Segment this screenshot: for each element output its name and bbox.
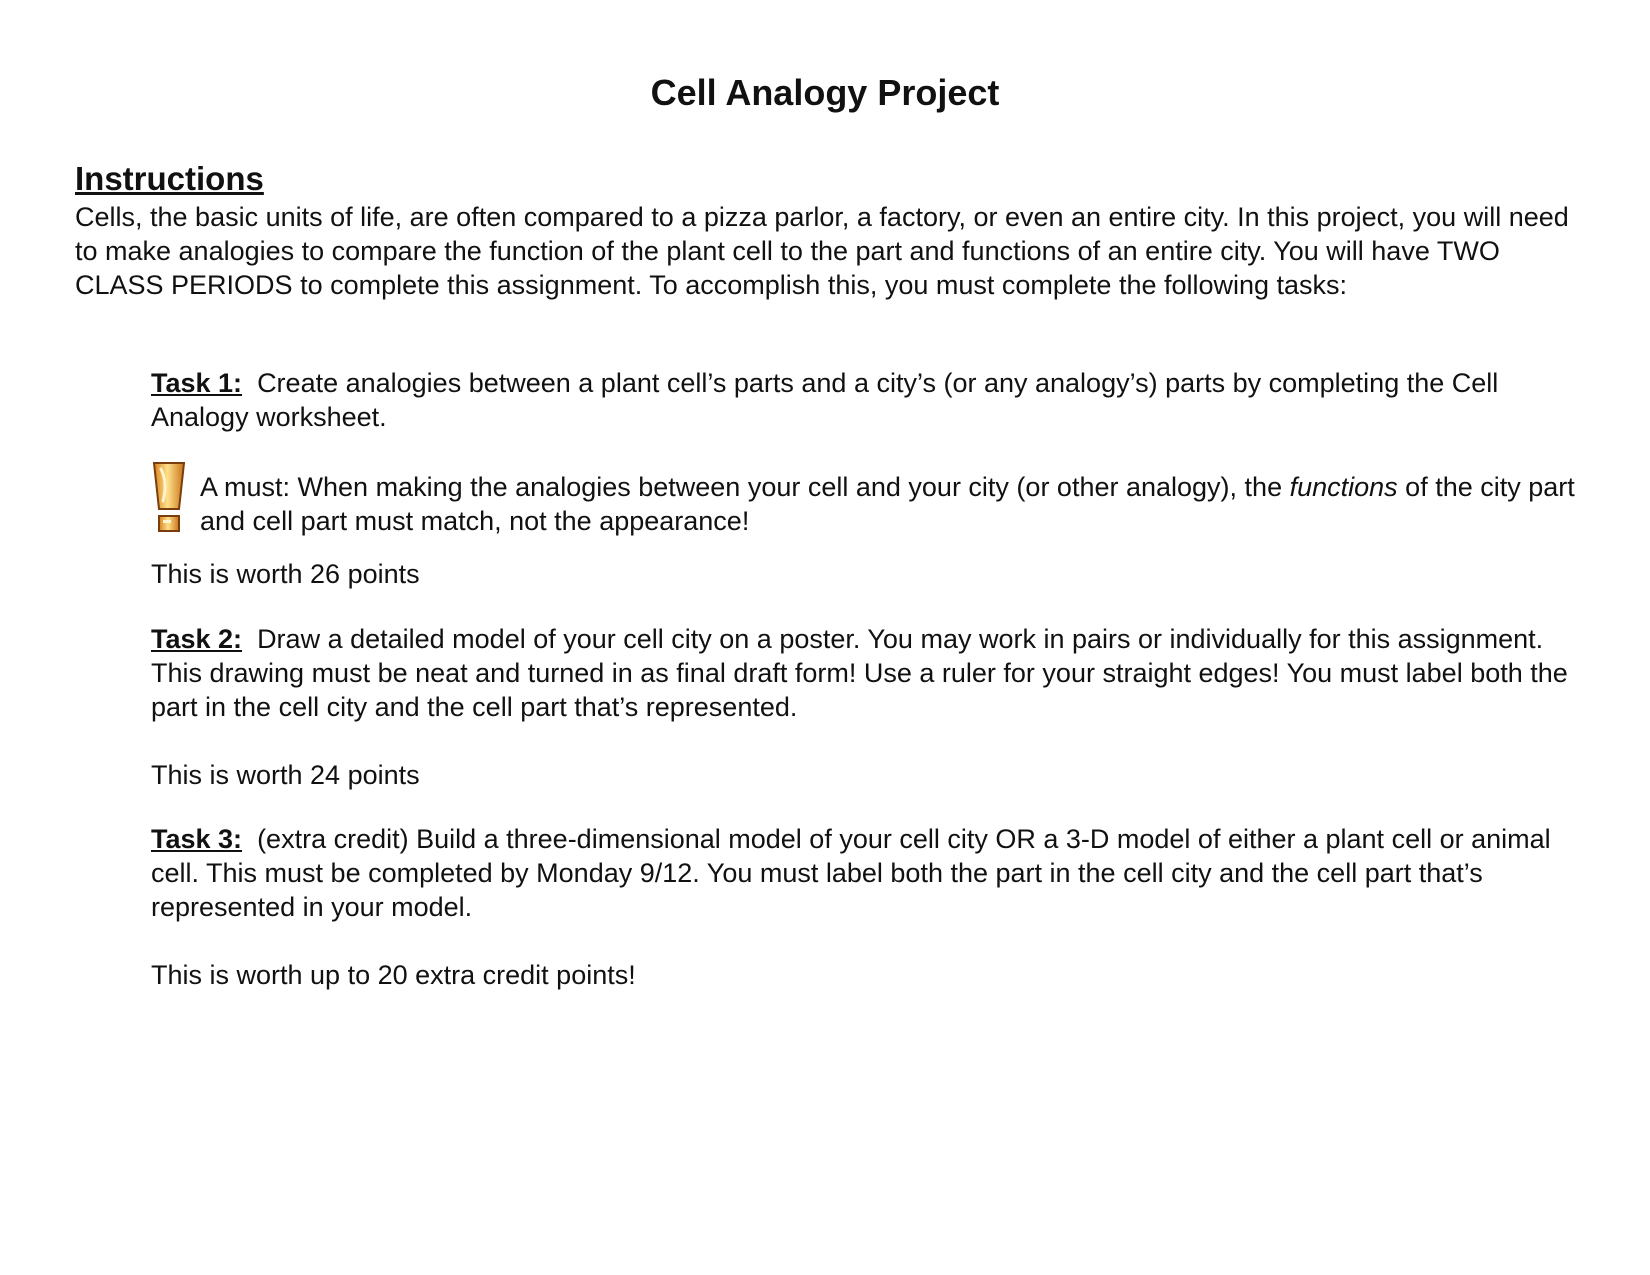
task-3-points: This is worth up to 20 extra credit points! [151, 960, 636, 990]
must-note [200, 470, 1590, 538]
must-note-before: A must: When making the analogies between your cell and your city (or other analogy), the [200, 472, 1290, 502]
task-2 [151, 622, 1591, 724]
must-note-emphasis: functions [1289, 472, 1398, 502]
task-1-label: Task 1: [151, 368, 243, 398]
task-1-points: This is worth 26 points [151, 559, 420, 589]
task-2-text: Draw a detailed model of your cell city on a poster. You may work in pairs or individually for this assignment. This drawing must be neat and turned in as final draft form! Use a ruler for your straight edges! You must label both the part in the cell city and the cell part that’s represented. [151, 624, 1568, 722]
instructions-heading: Instructions [75, 160, 264, 197]
task-3-label: Task 3: [151, 824, 243, 854]
must-note-after: of the city part and cell part must match, not the appearance! [200, 472, 1575, 536]
exclamation-icon [151, 461, 187, 533]
instructions-text: Cells, the basic units of life, are often compared to a pizza parlor, a factory, or even an entire city. In this project, you will need to make analogies to compare the function of the plant cell to the part and functions of an entire city. You will have TWO CLASS PERIODS to complete this assignment. To accomplish this, you must complete the following tasks: [75, 202, 1569, 300]
page-title: Cell Analogy Project [650, 72, 1000, 113]
task-1 [151, 366, 1591, 434]
task-3-text: (extra credit) Build a three-dimensional model of your cell city OR a 3-D model of either a plant cell or animal cell. This must be completed by Monday 9/12. You must label both the part in the cell city and the cell part that’s represented in your model. [151, 824, 1551, 922]
task-2-points: This is worth 24 points [151, 760, 420, 790]
task-1-text: Create analogies between a plant cell’s parts and a city’s (or any analogy’s) parts by completing the Cell Analogy worksheet. [151, 368, 1499, 432]
task-3 [151, 822, 1591, 924]
task-2-label: Task 2: [151, 624, 243, 654]
